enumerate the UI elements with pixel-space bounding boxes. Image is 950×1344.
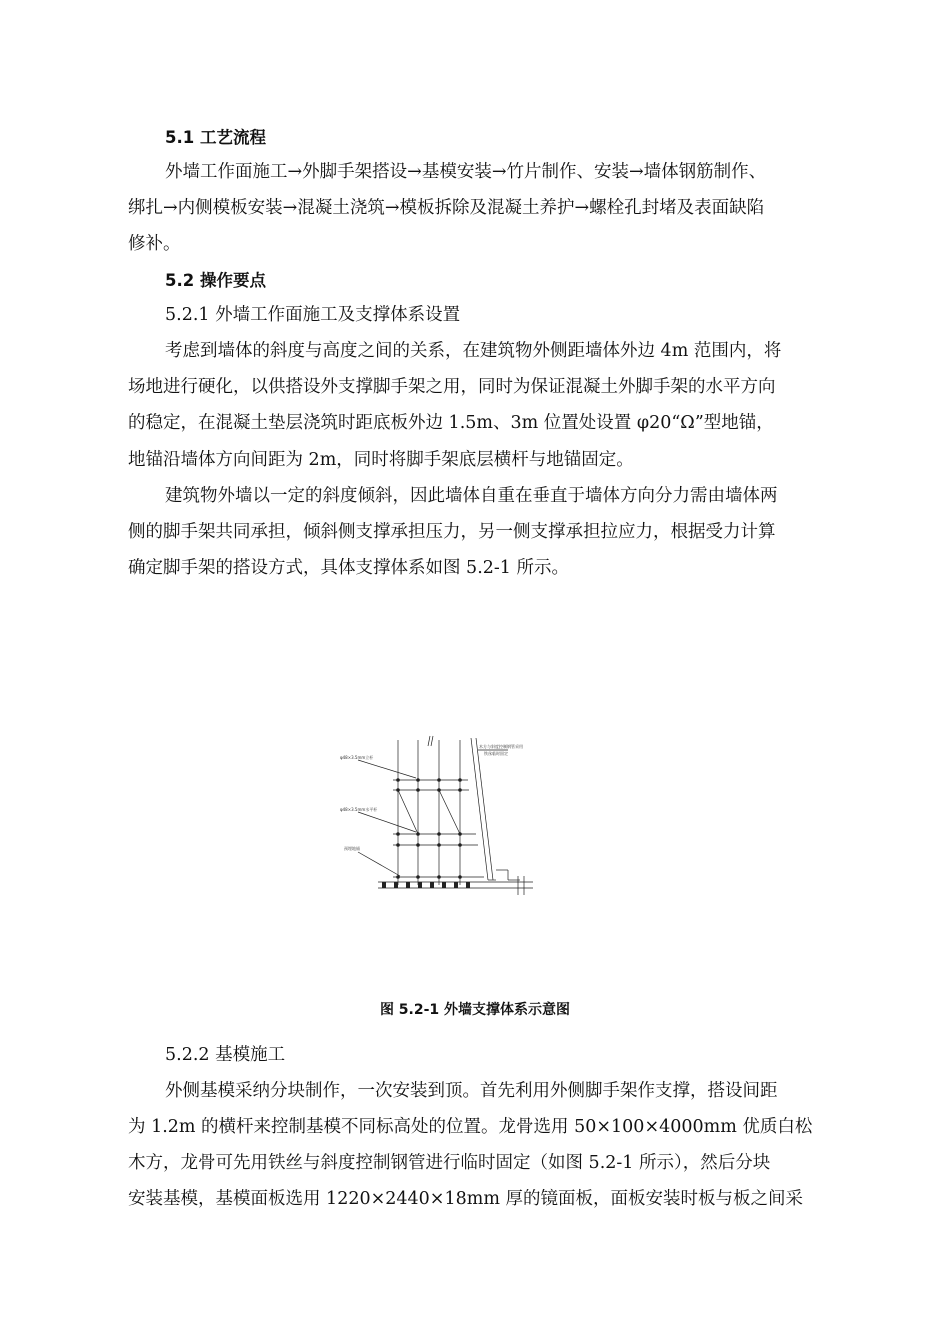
label-ground-anchor: 预埋地锚 <box>344 846 360 851</box>
paragraph-line: 为 1.2m 的横杆来控制基模不同标高处的位置。龙骨选用 50×100×4000mm 优质白松 <box>128 1117 813 1137</box>
paragraph-line: 木方，龙骨可先用铁丝与斜度控制钢管进行临时固定（如图 5.2-1 所示），然后分块 <box>128 1153 771 1173</box>
label-note-2: 铁丝临时固定 <box>484 751 508 756</box>
paragraph-line: 外侧基模采纳分块制作，一次安装到顶。首先利用外侧脚手架作支撑，搭设间距 <box>165 1081 778 1101</box>
figure-caption: 图 5.2-1 外墙支撑体系示意图 <box>379 1002 571 1018</box>
paragraph-line: 绑扎→内侧模板安装→混凝土浇筑→模板拆除及混凝土养护→螺栓孔封堵及表面缺陷 <box>128 198 765 218</box>
paragraph-line: 安装基模，基模面板选用 1220×2440×18mm 厚的镜面板，面板安装时板与板之间采 <box>128 1189 803 1209</box>
section-5-2-heading: 5.2 操作要点 <box>165 271 266 290</box>
label-horizontal-bar: φ48×3.5mm水平杆 <box>340 807 378 812</box>
paragraph-line: 修补。 <box>128 234 181 254</box>
support-system-diagram <box>338 730 540 900</box>
subsection-5-2-1-heading: 5.2.1 外墙工作面施工及支撑体系设置 <box>165 305 461 325</box>
paragraph-line: 确定脚手架的搭设方式，具体支撑体系如图 5.2-1 所示。 <box>128 558 570 578</box>
subsection-5-2-2-heading: 5.2.2 基模施工 <box>165 1045 286 1065</box>
paragraph-line: 地锚沿墙体方向间距为 2m，同时将脚手架底层横杆与地锚固定。 <box>128 450 634 470</box>
label-vertical-pole: φ48×3.5mm立杆 <box>340 755 374 760</box>
paragraph-line: 建筑物外墙以一定的斜度倾斜，因此墙体自重在垂直于墙体方向分力需由墙体两 <box>165 486 778 506</box>
paragraph-line: 的稳定，在混凝土垫层浇筑时距底板外边 1.5m、3m 位置处设置 φ20“Ω”型地锚， <box>128 413 774 433</box>
label-note-1: 木方与斜度控制钢管采用 <box>479 744 523 749</box>
paragraph-line: 考虑到墙体的斜度与高度之间的关系，在建筑物外侧距墙体外边 4m 范围内，将 <box>165 341 782 361</box>
paragraph-line: 场地进行硬化，以供搭设外支撑脚手架之用，同时为保证混凝土外脚手架的水平方向 <box>128 377 776 397</box>
section-5-1-heading: 5.1 工艺流程 <box>165 128 266 147</box>
paragraph-line: 外墙工作面施工→外脚手架搭设→基模安装→竹片制作、安装→墙体钢筋制作、 <box>165 162 767 182</box>
paragraph-line: 侧的脚手架共同承担，倾斜侧支撑承担压力，另一侧支撑承担拉应力，根据受力计算 <box>128 522 776 542</box>
